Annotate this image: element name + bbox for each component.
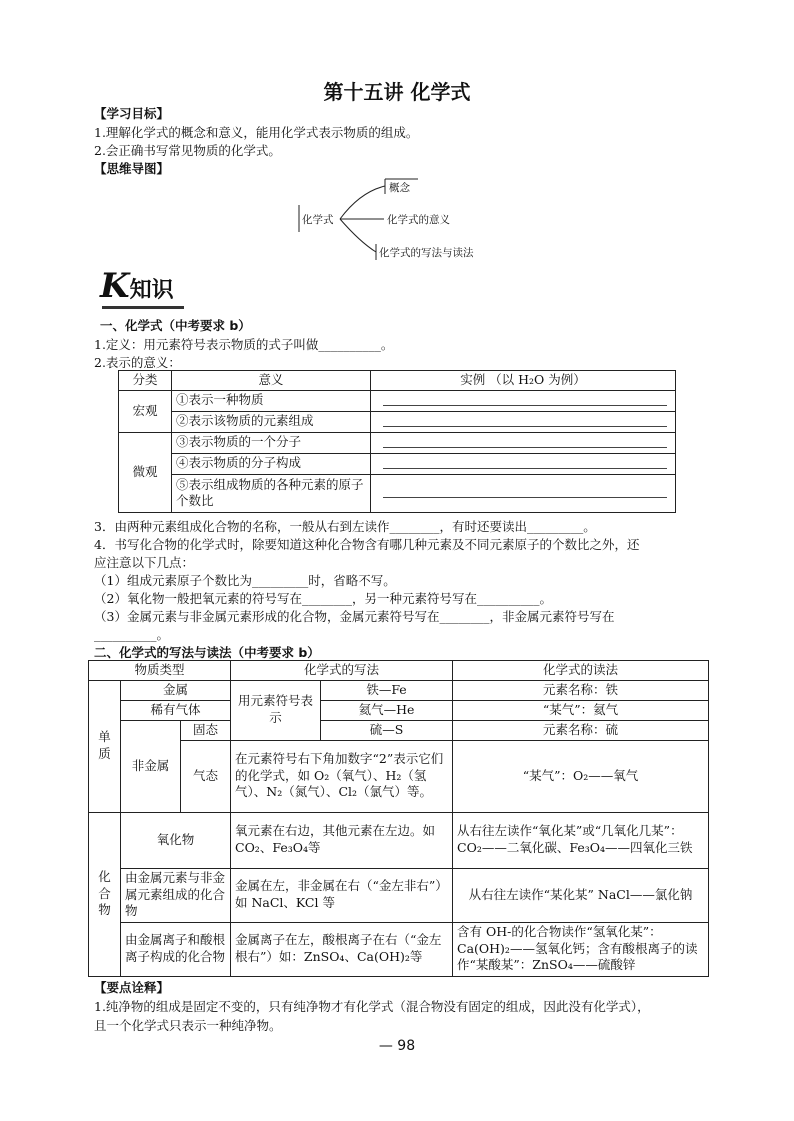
section2-heading: 二、化学式的写法与读法（中考要求 b）: [94, 645, 320, 660]
ft-ex-fe: 铁—Fe: [321, 680, 453, 700]
meaning-th-category: 分类: [119, 371, 172, 391]
ft-nonmetal: 非金属: [121, 720, 181, 812]
ft-noble-gas: 稀有气体: [121, 700, 231, 720]
rule-1: （1）组成元素原子个数比为_________时，省略不写。: [94, 573, 396, 588]
group-macro: 宏观: [119, 390, 172, 432]
ft-ion-write: 金属离子在左，酸根离子在右（“金左根右”）如：ZnSO₄、Ca(OH)₂等: [231, 922, 453, 976]
knowledge-underline: [102, 306, 184, 309]
ft-mn-read: 从右往左读作“某化某” NaCl——氯化钠: [453, 868, 709, 922]
keypoints-header: 【要点诠释】: [94, 980, 170, 995]
page-number: — 98: [378, 1038, 416, 1054]
example-blank-4[interactable]: [371, 453, 676, 474]
ft-read-he: “某气”：氦气: [453, 700, 709, 720]
ft-danzhi: 单质: [89, 680, 121, 812]
section1-heading: 一、化学式（中考要求 b）: [100, 318, 251, 333]
ft-ex-s: 硫—S: [321, 720, 453, 740]
ft-th-read: 化学式的读法: [453, 661, 709, 681]
ft-ex-he: 氦气—He: [321, 700, 453, 720]
knowledge-word: 知识: [129, 278, 174, 303]
ft-oxide-read: 从右往左读作“氧化某”或“几氧化几某”：CO₂——二氧化碳、Fe₃O₄——四氧化三铁: [453, 812, 709, 868]
ft-mn: 由金属元素与非金属元素组成的化合物: [121, 868, 231, 922]
meaning-table: [118, 370, 676, 513]
ft-read-fe: 元素名称：铁: [453, 680, 709, 700]
keypoint-line-2: 且一个化学式只表示一种纯净物。: [94, 1018, 282, 1033]
rule-3a: （3）金属元素与非金属元素形成的化合物，金属元素符号写在________，非金属元素符号写在: [94, 609, 615, 624]
objective-2: 2.会正确书写常见物质的化学式。: [94, 143, 281, 158]
ft-ion: 由金属离子和酸根离子构成的化合物: [121, 922, 231, 976]
meaning-row-3: ③表示物质的一个分子: [172, 432, 371, 453]
objective-1: 1.理解化学式的概念和意义，能用化学式表示物质的组成。: [94, 125, 419, 140]
rule-2: （2）氧化物一般把氧元素的符号写在________，另一种元素符号写在__________。: [94, 591, 552, 606]
mindmap-branch-writing: 化学式的写法与读法: [379, 247, 474, 259]
mindmap-branch-meaning: 化学式的意义: [387, 214, 450, 226]
knowledge-letter: K: [100, 266, 130, 306]
mindmap-branch-concept: 概念: [389, 182, 410, 194]
ft-read-s: 元素名称：硫: [453, 720, 709, 740]
example-blank-5[interactable]: [371, 474, 676, 512]
ft-gas-read: “某气”：O₂——氧气: [453, 740, 709, 812]
mindmap-header: 【思维导图】: [94, 161, 170, 176]
definition-line: 1.定义：用元素符号表示物质的式子叫做__________。: [94, 337, 394, 352]
point-3: 3．由两种元素组成化合物的名称，一般从右到左读作________，有时还要读出_________。: [94, 519, 596, 534]
ft-huahewu: 化合物: [89, 812, 121, 976]
example-blank-2[interactable]: [371, 411, 676, 432]
example-blank-1[interactable]: [371, 390, 676, 411]
ft-th-type: 物质类型: [89, 661, 231, 681]
meaning-row-1: ①表示一种物质: [172, 390, 371, 411]
meaning-row-4: ④表示物质的分子构成: [172, 453, 371, 474]
knowledge-logo: [100, 266, 174, 306]
ft-gas: 气态: [181, 740, 231, 812]
page-title: 第十五讲 化学式: [323, 80, 471, 104]
group-micro: 微观: [119, 432, 172, 512]
meaning-label: 2.表示的意义：: [94, 355, 181, 370]
objectives-header: 【学习目标】: [94, 106, 170, 121]
mind-map: [290, 172, 500, 264]
meaning-row-5: ⑤表示组成物质的各种元素的原子个数比: [172, 474, 371, 512]
ft-ion-read: 含有 OH-的化合物读作“氢氧化某”：Ca(OH)₂——氢氧化钙；含有酸根离子的读作“某酸某”：ZnSO₄——硫酸锌: [453, 922, 709, 976]
point-4a: 4．书写化合物的化学式时，除要知道这种化合物含有哪几种元素及不同元素原子的个数比之外，还: [94, 537, 640, 552]
meaning-row-2: ②表示该物质的元素组成: [172, 411, 371, 432]
ft-solid: 固态: [181, 720, 231, 740]
mindmap-root: 化学式: [302, 214, 334, 226]
ft-gas-write: 在元素符号右下角加数字“2”表示它们的化学式，如 O₂（氧气）、H₂（氢气）、N₂（氮气）、Cl₂（氯气）等。: [231, 740, 453, 812]
example-blank-3[interactable]: [371, 432, 676, 453]
meaning-th-example: 实例 （以 H₂O 为例）: [371, 371, 676, 391]
ft-metal: 金属: [121, 680, 231, 700]
ft-oxide: 氧化物: [121, 812, 231, 868]
formula-table: [88, 660, 709, 977]
ft-mn-write: 金属在左，非金属在右（“金左非右”）如 NaCl、KCl 等: [231, 868, 453, 922]
meaning-th-meaning: 意义: [172, 371, 371, 391]
point-4b: 应注意以下几点：: [94, 555, 195, 570]
ft-th-write: 化学式的写法: [231, 661, 453, 681]
rule-3b: __________。: [94, 627, 170, 642]
ft-simple-write: 用元素符号表示: [231, 680, 321, 740]
keypoint-line-1: 1.纯净物的组成是固定不变的，只有纯净物才有化学式（混合物没有固定的组成，因此没有化学式），: [94, 999, 650, 1014]
ft-oxide-write: 氧元素在右边，其他元素在左边。如 CO₂、Fe₃O₄等: [231, 812, 453, 868]
